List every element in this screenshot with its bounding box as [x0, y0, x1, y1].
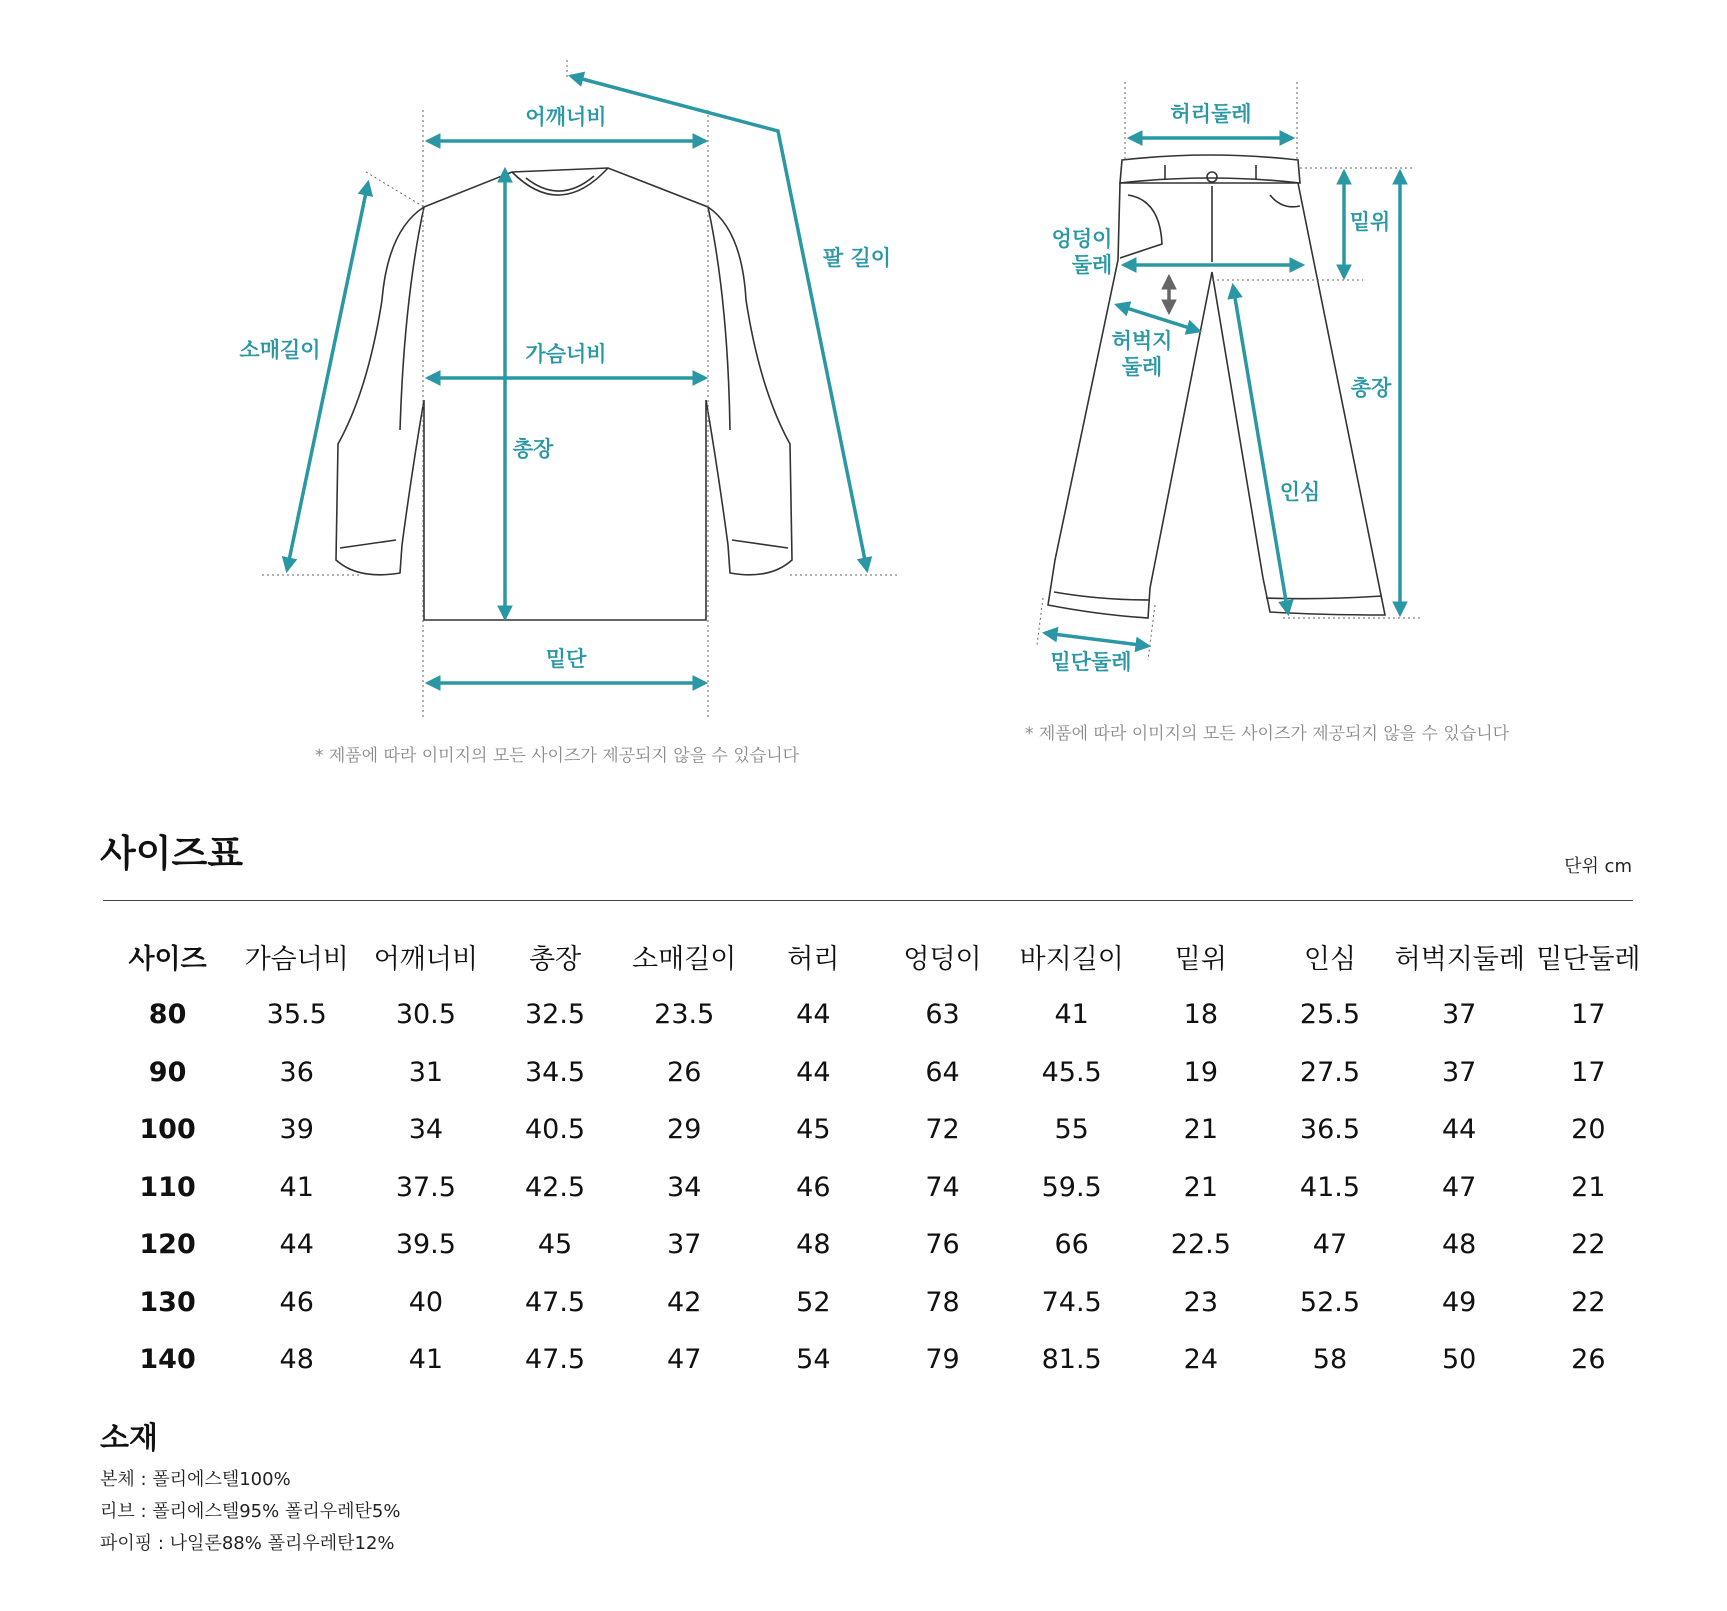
- measurement-cell: 19: [1183, 1056, 1218, 1088]
- measurement-cell: 25.5: [1299, 999, 1361, 1031]
- size-table-body: [103, 986, 1653, 1389]
- measurement-cell: 37.5: [395, 1171, 456, 1203]
- size-cell: 100: [139, 1114, 196, 1146]
- measurement-cell: 21: [1571, 1171, 1606, 1203]
- size-table-header-row: [103, 926, 1653, 986]
- sweatshirt-guides: [262, 60, 898, 720]
- table-row: [103, 1331, 1653, 1389]
- size-cell: 110: [139, 1171, 196, 1203]
- measurement-cell: 46: [796, 1171, 831, 1203]
- label-hip-line2: 둘레: [1071, 253, 1113, 277]
- measurement-cell: 48: [279, 1344, 314, 1376]
- header-cell: 엉덩이: [903, 943, 982, 975]
- label-pants-total-length: 총장: [1350, 376, 1392, 400]
- measurement-cell: 23: [1183, 1286, 1218, 1318]
- header-cell: 총장: [528, 943, 582, 975]
- label-top-total-length: 총장: [512, 437, 554, 461]
- measurement-cell: 74: [925, 1171, 960, 1203]
- size-guide-diagram: [0, 0, 1727, 790]
- measurement-cell: 17: [1571, 999, 1606, 1031]
- header-cell: 바지길이: [1019, 943, 1124, 975]
- label-waist: 허리둘레: [1170, 102, 1252, 126]
- measurement-cell: 18: [1183, 999, 1218, 1031]
- label-sleeve-length: 소매길이: [239, 338, 321, 362]
- measurement-cell: 47: [1312, 1229, 1348, 1261]
- measurement-cell: 47: [667, 1344, 702, 1376]
- measurement-cell: 26: [667, 1056, 702, 1088]
- size-cell: 140: [139, 1344, 196, 1376]
- size-table: [103, 926, 1653, 1389]
- measurement-cell: 41: [408, 1344, 444, 1376]
- measurement-cell: 74.5: [1041, 1286, 1102, 1318]
- note-bottom: * 제품에 따라 이미지의 모든 사이즈가 제공되지 않을 수 있습니다: [1024, 724, 1510, 744]
- header-cell: 사이즈: [128, 943, 207, 975]
- measurement-cell: 41.5: [1299, 1171, 1361, 1203]
- measurement-cell: 58: [1312, 1344, 1348, 1376]
- table-row: [103, 1274, 1653, 1332]
- table-row: [103, 986, 1653, 1044]
- measurement-cell: 49: [1441, 1286, 1477, 1318]
- label-top-hem: 밑단: [545, 647, 587, 671]
- size-cell: 90: [148, 1056, 187, 1088]
- measurement-cell: 23.5: [654, 999, 715, 1031]
- header-cell: 소매길이: [632, 943, 737, 975]
- measurement-cell: 48: [796, 1229, 831, 1261]
- header-cell: 밑단둘레: [1536, 943, 1641, 975]
- label-inseam: 인심: [1279, 480, 1321, 504]
- header-cell: 어깨너비: [373, 943, 479, 975]
- measurement-cell: 48: [1441, 1229, 1477, 1261]
- measurement-cell: 30.5: [395, 999, 456, 1031]
- label-thigh-line1: 허벅지: [1111, 329, 1173, 353]
- label-shoulder: 어깨너비: [525, 105, 607, 129]
- measurement-cell: 54: [796, 1344, 831, 1376]
- measurement-cell: 22: [1571, 1286, 1606, 1318]
- measurement-cell: 81.5: [1041, 1344, 1102, 1376]
- measurement-cell: 44: [796, 999, 831, 1031]
- measurement-cell: 64: [925, 1056, 960, 1088]
- measurement-cell: 47: [1441, 1171, 1477, 1203]
- header-cell: 허벅지둘레: [1394, 943, 1525, 975]
- label-thigh-line2: 둘레: [1121, 355, 1163, 379]
- header-cell: 가슴너비: [244, 943, 349, 975]
- measurement-cell: 29: [667, 1114, 702, 1146]
- measurement-cell: 59.5: [1041, 1171, 1102, 1203]
- measurement-cell: 45: [796, 1114, 831, 1146]
- measurement-cell: 37: [1441, 1056, 1477, 1088]
- sweatshirt-arrows: [287, 76, 867, 683]
- material-title: 소재: [100, 1421, 158, 1456]
- measurement-cell: 39: [279, 1114, 314, 1146]
- header-cell: 인심: [1303, 943, 1357, 975]
- label-hip-line1: 엉덩이: [1051, 227, 1113, 251]
- measurement-cell: 34: [667, 1171, 702, 1203]
- measurement-cell: 41: [279, 1171, 314, 1203]
- size-cell: 120: [139, 1229, 196, 1261]
- label-rise: 밑위: [1349, 210, 1391, 234]
- measurement-cell: 24: [1183, 1344, 1218, 1376]
- label-chest: 가슴너비: [525, 342, 607, 366]
- measurement-cell: 47.5: [524, 1344, 586, 1376]
- label-arm-length: 팔 길이: [822, 246, 892, 270]
- measurement-cell: 34: [408, 1114, 444, 1146]
- measurement-cell: 79: [925, 1344, 960, 1376]
- table-row: [103, 1101, 1653, 1159]
- measurement-cell: 40: [408, 1286, 444, 1318]
- header-cell: 밑위: [1174, 943, 1227, 975]
- measurement-cell: 17: [1571, 1056, 1606, 1088]
- measurement-cell: 22: [1571, 1229, 1606, 1261]
- measurement-cell: 39.5: [395, 1229, 456, 1261]
- table-row: [103, 1159, 1653, 1217]
- unit-label: 단위 cm: [1564, 856, 1632, 877]
- header-cell: 허리: [787, 943, 840, 975]
- measurement-cell: 47.5: [524, 1286, 586, 1318]
- material-line: 파이핑 : 나일론88% 폴리우레탄12%: [100, 1533, 395, 1554]
- measurement-cell: 21: [1183, 1171, 1218, 1203]
- measurement-cell: 36.5: [1299, 1114, 1361, 1146]
- measurement-cell: 41: [1054, 999, 1089, 1031]
- measurement-cell: 20: [1571, 1114, 1606, 1146]
- measurement-cell: 66: [1054, 1229, 1089, 1261]
- measurement-cell: 44: [279, 1229, 314, 1261]
- measurement-cell: 32.5: [524, 999, 586, 1031]
- pants-arrows: [1045, 138, 1400, 646]
- table-row: [103, 1216, 1653, 1274]
- measurement-cell: 76: [925, 1229, 960, 1261]
- measurement-cell: 45.5: [1041, 1056, 1102, 1088]
- table-row: [103, 1044, 1653, 1102]
- measurement-cell: 37: [1441, 999, 1477, 1031]
- pants-illustration: [1048, 155, 1385, 618]
- measurement-cell: 31: [408, 1056, 444, 1088]
- note-top: * 제품에 따라 이미지의 모든 사이즈가 제공되지 않을 수 있습니다: [314, 746, 800, 766]
- label-pants-hem: 밑단둘레: [1050, 650, 1132, 674]
- measurement-cell: 42: [667, 1286, 702, 1318]
- size-cell: 130: [139, 1286, 196, 1318]
- measurement-cell: 37: [667, 1229, 702, 1261]
- measurement-cell: 44: [796, 1056, 831, 1088]
- measurement-cell: 45: [537, 1229, 573, 1261]
- measurement-cell: 46: [279, 1286, 314, 1318]
- measurement-cell: 40.5: [524, 1114, 586, 1146]
- size-chart-title: 사이즈표: [100, 832, 243, 875]
- measurement-cell: 52: [796, 1286, 831, 1318]
- measurement-cell: 22.5: [1170, 1229, 1231, 1261]
- material-line: 본체 : 폴리에스텔100%: [100, 1469, 291, 1490]
- measurement-cell: 36: [279, 1056, 314, 1088]
- measurement-cell: 26: [1571, 1344, 1606, 1376]
- title-divider: [103, 900, 1633, 901]
- measurement-cell: 34.5: [524, 1056, 586, 1088]
- measurement-cell: 21: [1183, 1114, 1218, 1146]
- measurement-cell: 52.5: [1299, 1286, 1361, 1318]
- measurement-cell: 35.5: [266, 999, 327, 1031]
- measurement-cell: 42.5: [524, 1171, 586, 1203]
- measurement-cell: 50: [1441, 1344, 1477, 1376]
- measurement-cell: 63: [925, 999, 960, 1031]
- size-cell: 80: [148, 999, 187, 1031]
- measurement-cell: 55: [1054, 1114, 1089, 1146]
- material-line: 리브 : 폴리에스텔95% 폴리우레탄5%: [100, 1501, 401, 1522]
- measurement-cell: 78: [925, 1286, 960, 1318]
- measurement-cell: 44: [1441, 1114, 1477, 1146]
- measurement-cell: 27.5: [1299, 1056, 1361, 1088]
- sweatshirt-illustration: [336, 168, 792, 620]
- measurement-cell: 72: [925, 1114, 960, 1146]
